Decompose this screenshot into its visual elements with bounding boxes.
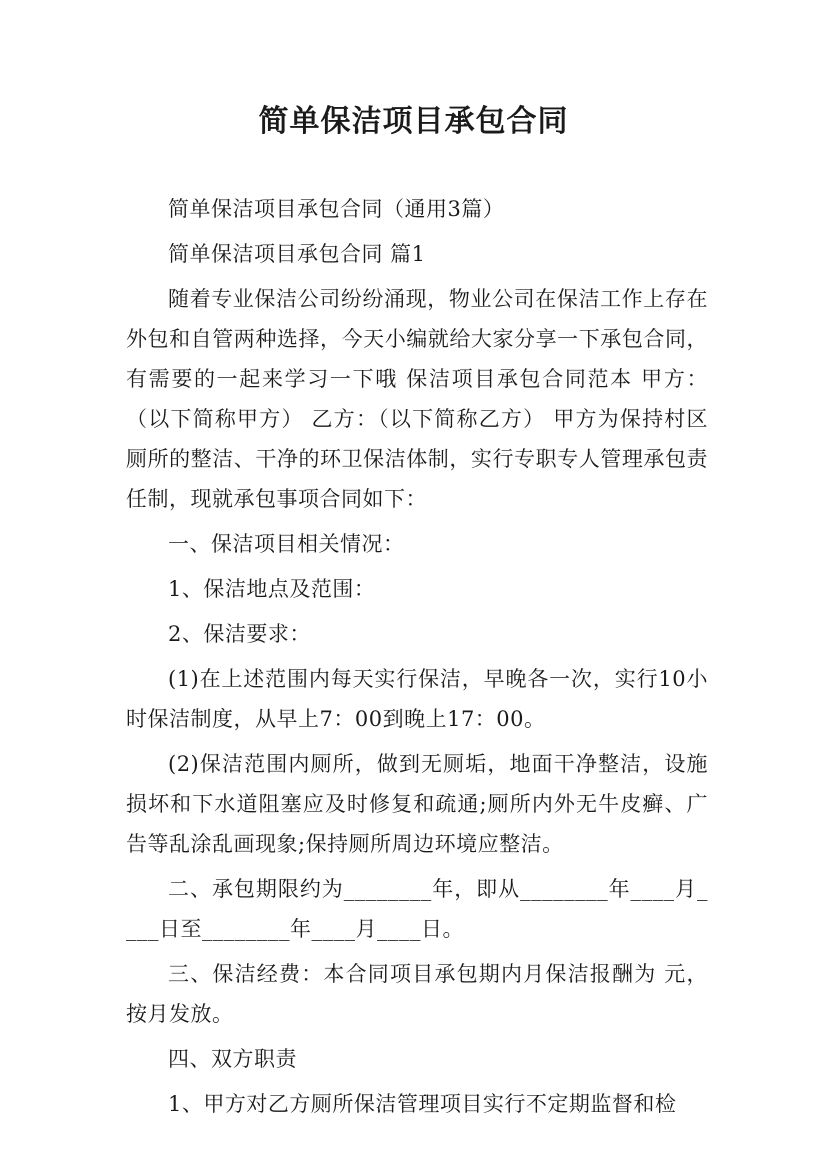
paragraph-item-1-2: 2、保洁要求： (168, 622, 311, 646)
paragraph-item-4: 四、双方职责 (168, 1047, 297, 1071)
paragraph-requirement-2: (2)保洁范围内厕所，做到无厕垢，地面干净整洁，设施损坏和下水道阻塞应及时修复和疏通;厕所内外无牛皮癣、广告等乱涂乱画现象;保持厕所周边环境应整洁。 (126, 752, 708, 856)
paragraph-subtitle: 简单保洁项目承包合同（通用3篇） (168, 197, 505, 221)
paragraph-item-1: 一、保洁项目相关情况： (168, 532, 405, 556)
document-title: 简单保洁项目承包合同 (258, 104, 569, 139)
paragraph-intro: 随着专业保洁公司纷纷涌现，物业公司在保洁工作上存在外包和自管两种选择，今天小编就给大家分享一下承包合同，有需要的一起来学习一下哦 保洁项目承包合同范本 甲方：（以下简称甲方） 乙方：（以下简称乙方） 甲方为保持村区厕所的整洁、干净的环卫保洁体制，实行专职专人管理承包责任制，现就承包事项合同如下： (126, 287, 708, 511)
paragraph-item-2: 二、承包期限约为________年，即从________年____月____日至________年____月____日。 (126, 877, 708, 941)
paragraph-item-3: 三、保洁经费：本合同项目承包期内月保洁报酬为 元，按月发放。 (126, 962, 708, 1026)
paragraph-section-heading: 简单保洁项目承包合同 篇1 (168, 242, 426, 266)
paragraph-requirement-1: (1)在上述范围内每天实行保洁，早晚各一次，实行10小时保洁制度，从早上7：00到晚上17：00。 (126, 667, 708, 731)
document-body (126, 189, 708, 1124)
paragraph-item-4-1: 1、甲方对乙方厕所保洁管理项目实行不定期监督和检 (168, 1092, 677, 1116)
paragraph-item-1-1: 1、保洁地点及范围： (168, 577, 376, 601)
